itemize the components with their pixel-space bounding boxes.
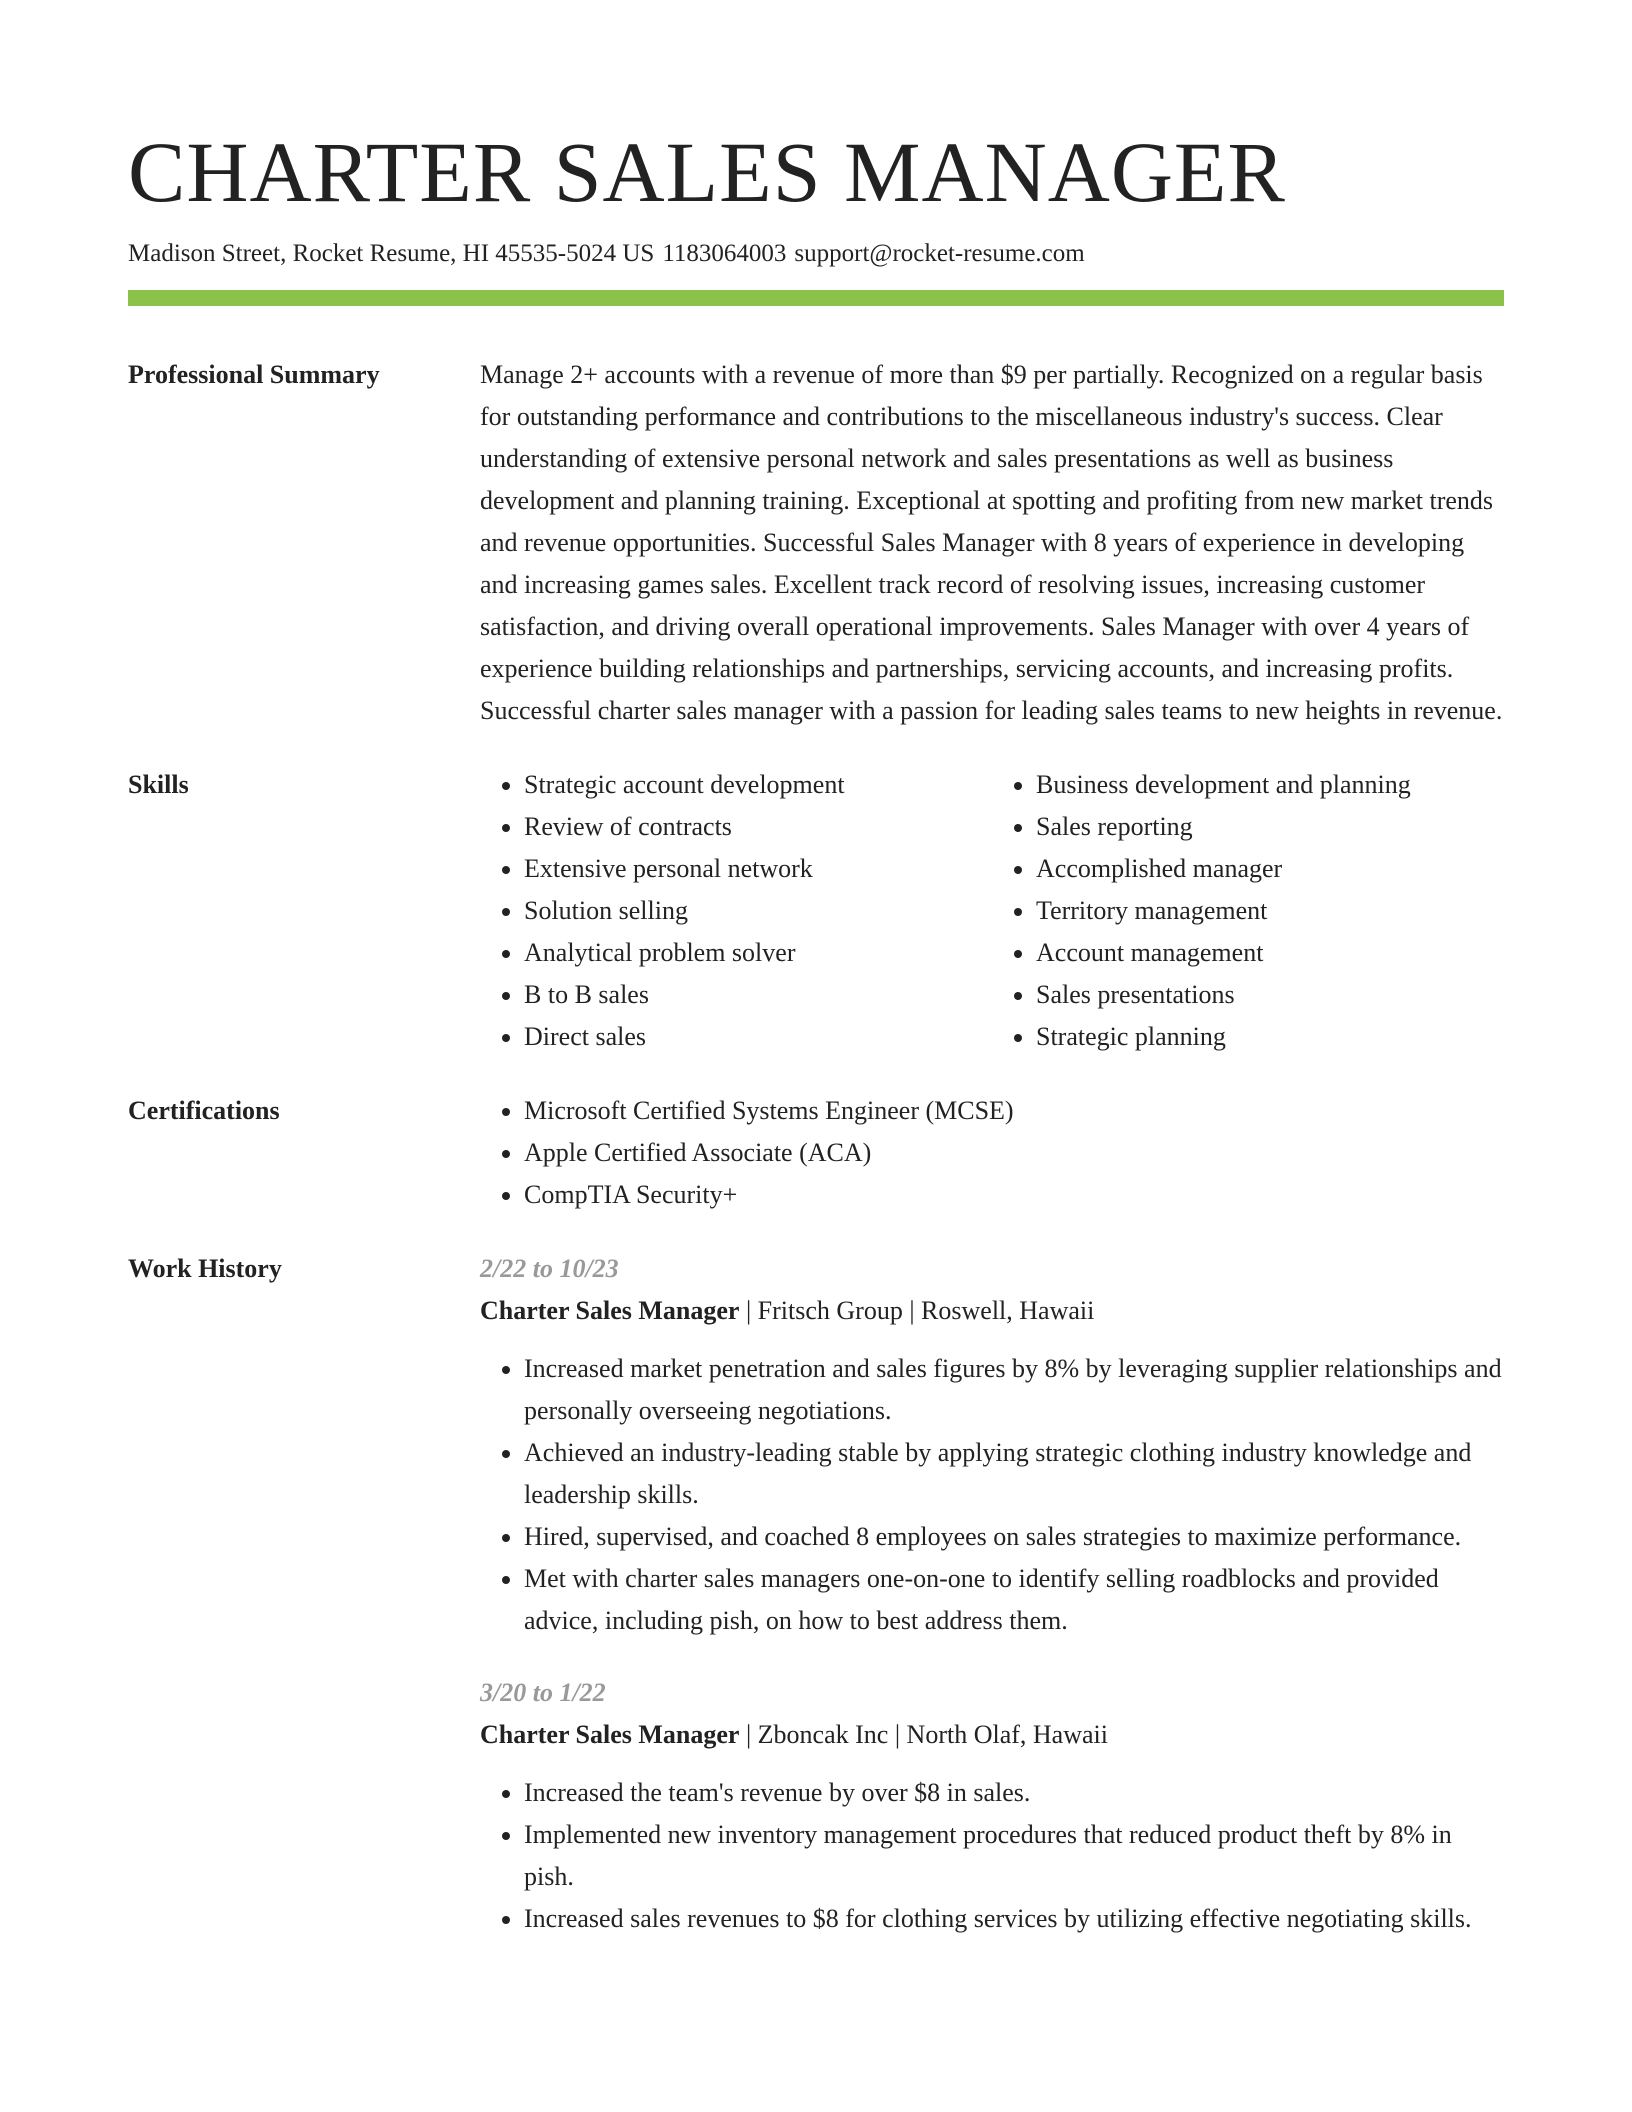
job-title: Charter Sales Manager: [480, 1720, 740, 1749]
job-dates: 2/22 to 10/23: [480, 1254, 619, 1283]
work-history-section: [128, 1248, 1504, 1940]
job-bullets: [480, 1772, 1504, 1940]
summary-heading: Professional Summary: [128, 360, 380, 389]
job-bullet: • Hired, supervised, and coached 8 employees on sales strategies to maximize performance.: [524, 1516, 1504, 1558]
job-bullet: • Met with charter sales managers one-on-one to identify selling roadblocks and provided advice, including pish, on how to best address them.: [524, 1558, 1504, 1642]
skill-item: • Strategic planning: [1036, 1016, 1504, 1058]
job-details: | Fritsch Group | Roswell, Hawaii: [739, 1296, 1095, 1325]
resume-page: [128, 0, 1504, 1940]
certifications-heading: Certifications: [128, 1096, 280, 1125]
header-divider: [128, 290, 1504, 306]
skills-section: [128, 764, 1504, 1058]
certification-item: • Apple Certified Associate (ACA): [524, 1132, 1504, 1174]
skill-item: • Business development and planning: [1036, 764, 1504, 806]
job-bullet: • Increased market penetration and sales figures by 8% by leveraging supplier relationships and personally overseeing negotiations.: [524, 1348, 1504, 1432]
job-entry: [480, 1672, 1504, 1940]
job-bullet: • Increased the team's revenue by over $8 in sales.: [524, 1772, 1504, 1814]
skill-item: • Extensive personal network: [524, 848, 992, 890]
job-details: | Zboncak Inc | North Olaf, Hawaii: [739, 1720, 1108, 1749]
job-bullets: [480, 1348, 1504, 1642]
skill-item: • Solution selling: [524, 890, 992, 932]
skills-list-right: [992, 764, 1504, 1058]
contact-email[interactable]: support@rocket-resume.com: [794, 240, 1085, 267]
skill-item: • B to B sales: [524, 974, 992, 1016]
skill-item: • Sales reporting: [1036, 806, 1504, 848]
contact-address: Madison Street, Rocket Resume, HI 45535-5024 US: [128, 240, 655, 267]
skills-list-left: [480, 764, 992, 1058]
summary-section: [128, 354, 1504, 732]
contact-line: [128, 236, 1504, 272]
job-dates: 3/20 to 1/22: [480, 1678, 606, 1707]
skills-heading: Skills: [128, 770, 189, 799]
summary-text: Manage 2+ accounts with a revenue of more than $9 per partially. Recognized on a regular basis for outstanding performance and contributions to the miscellaneous industry's success. Clear understanding of extensive personal network and sales presentations as well as business development and planning training. Exceptional at spotting and profiting from new market trends and revenue opportunities. Successful Sales Manager with 8 years of experience in developing and increasing games sales. Excellent track record of resolving issues, increasing customer satisfaction, and driving overall operational improvements. Sales Manager with over 4 years of experience building relationships and partnerships, servicing accounts, and increasing profits. Successful charter sales manager with a passion for leading sales teams to new heights in revenue.: [480, 360, 1503, 725]
job-bullet: • Implemented new inventory management procedures that reduced product theft by 8% in pish.: [524, 1814, 1504, 1898]
job-title-line: [480, 1290, 1504, 1332]
certification-item: • CompTIA Security+: [524, 1174, 1504, 1216]
certification-item: • Microsoft Certified Systems Engineer (MCSE): [524, 1090, 1504, 1132]
resume-title: CHARTER SALES MANAGER: [128, 124, 1286, 220]
skill-item: • Account management: [1036, 932, 1504, 974]
job-title-line: [480, 1714, 1504, 1756]
certifications-list: [480, 1090, 1504, 1216]
job-bullet: • Increased sales revenues to $8 for clothing services by utilizing effective negotiating skills.: [524, 1898, 1504, 1940]
job-entry: [480, 1248, 1504, 1642]
job-bullet: • Achieved an industry-leading stable by applying strategic clothing industry knowledge and leadership skills.: [524, 1432, 1504, 1516]
contact-phone: 1183064003: [662, 240, 787, 267]
skill-item: • Sales presentations: [1036, 974, 1504, 1016]
skill-item: • Strategic account development: [524, 764, 992, 806]
certifications-section: [128, 1090, 1504, 1216]
work-history-heading: Work History: [128, 1254, 282, 1283]
job-title: Charter Sales Manager: [480, 1296, 740, 1325]
skill-item: • Territory management: [1036, 890, 1504, 932]
skill-item: • Analytical problem solver: [524, 932, 992, 974]
skill-item: • Accomplished manager: [1036, 848, 1504, 890]
skill-item: • Direct sales: [524, 1016, 992, 1058]
skill-item: • Review of contracts: [524, 806, 992, 848]
